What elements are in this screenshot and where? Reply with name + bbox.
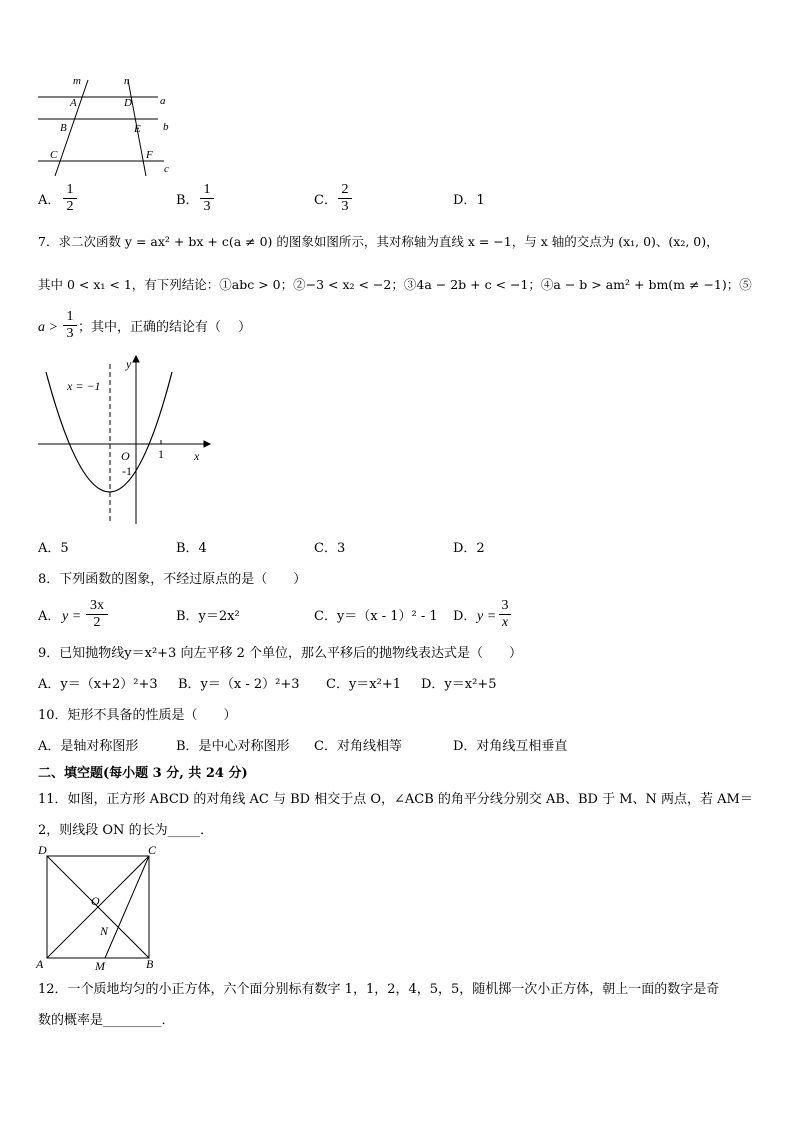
label-D: D: [124, 97, 132, 109]
label-m: m: [73, 75, 81, 87]
q6-option-b-fraction: [200, 182, 214, 215]
tick-label-1: 1: [158, 447, 164, 461]
denominator: 3: [338, 198, 352, 215]
q8-option-d-prefix: D．: [453, 609, 477, 624]
q11-line2: 2，则线段 ON 的长为_____．: [38, 823, 214, 838]
q7-line3-prefix: a >: [38, 320, 58, 335]
label-D: D: [38, 843, 47, 857]
q7-option-c: C．3: [314, 541, 346, 556]
numerator: 1: [203, 182, 211, 197]
q6-option-b-prefix: B．: [176, 193, 199, 208]
q10-option-c: C．对角线相等: [314, 739, 402, 754]
q6-option-d-prefix: D．: [453, 193, 477, 208]
q6-option-c: [314, 193, 337, 209]
numerator: 1: [66, 182, 74, 197]
label-c: c: [164, 163, 169, 175]
q8-option-b: B．y＝2x²: [176, 609, 240, 624]
q8-option-a-fraction: [86, 598, 108, 631]
q6-option-c-fraction: [338, 182, 352, 215]
label-B: B: [60, 122, 67, 134]
label-b: b: [163, 121, 169, 133]
q8-option-a-lhs: y =: [62, 609, 82, 624]
q9-option-d: D．y＝x²+5: [421, 677, 497, 692]
label-C: C: [50, 149, 58, 161]
q7-line1: 7．求二次函数 y = ax² + bx + c(a ≠ 0) 的图象如图所示，其对称轴为直线 x = −1，与 x 轴的交点为 (x₁, 0)、(x₂, 0)，: [38, 234, 719, 249]
denominator: x: [499, 614, 511, 631]
q10-option-a: A．是轴对称图形: [38, 739, 139, 754]
label-O: O: [91, 894, 100, 908]
label-A: A: [36, 957, 44, 971]
q7-option-d: D．2: [453, 541, 485, 556]
q9-option-a: A．y＝（x+2）²+3: [38, 677, 158, 692]
label-C: C: [148, 843, 157, 857]
q10-option-d: D．对角线互相垂直: [453, 739, 568, 754]
parabola-curve: [46, 372, 172, 492]
section-heading: 二、填空题(每小题 3 分, 共 24 分): [38, 766, 248, 781]
x-axis-label: x: [194, 449, 200, 463]
q7-line3-fraction: [63, 309, 77, 342]
label-E: E: [134, 123, 141, 135]
q6-option-a-prefix: A．: [38, 193, 61, 208]
label-A: A: [70, 97, 77, 109]
parallel-lines-figure: [30, 70, 190, 180]
denominator: 2: [86, 614, 108, 631]
x-axis-arrow: [204, 441, 210, 447]
label-n: n: [124, 75, 130, 87]
q12-line2: 数的概率是_________．: [38, 1013, 175, 1028]
q8-stem: 8．下列函数的图象，不经过原点的是（ ）: [38, 572, 307, 587]
label-M: M: [95, 959, 105, 973]
square-figure: [34, 842, 164, 974]
q7-line3-suffix: ；其中，正确的结论有（ ）: [78, 320, 252, 335]
y-axis-arrow: [133, 356, 139, 362]
numerator: 3: [501, 598, 509, 613]
q8-option-d-fraction: [499, 598, 511, 631]
q6-option-a: [38, 193, 60, 209]
numerator: 2: [341, 182, 349, 197]
label-N: N: [100, 924, 109, 938]
q8-option-d-lhs: y =: [477, 609, 497, 624]
label-a: a: [160, 95, 166, 107]
numerator: 1: [66, 309, 74, 324]
y-axis-label: y: [126, 357, 132, 371]
label-F: F: [146, 149, 153, 161]
q11-line1: 11．如图，正方形 ABCD 的对角线 AC 与 BD 相交于点 O，∠ACB 的角平分线分别交 AB、BD 于 M、N 两点，若 AM＝: [38, 792, 753, 807]
numerator: 3x: [90, 598, 104, 613]
q7-line2: 其中 0 < x₁ < 1，有下列结论：①abc > 0；②−3 < x₂ < −2；③4a − 2b + c < −1；④a − b > am² + bm(m ≠ −1)；⑤: [38, 277, 752, 292]
symmetry-label: x = −1: [67, 379, 101, 393]
q9-option-b: B．y＝（x - 2）²+3: [178, 677, 300, 692]
tick-label-neg1: -1: [122, 464, 132, 478]
denominator: 2: [63, 198, 77, 215]
bisector-cm: [105, 856, 149, 958]
q8-option-c: C．y＝（x - 1）² - 1: [314, 609, 438, 624]
q10-stem: 10．矩形不具备的性质是（ ）: [38, 708, 237, 723]
q6-option-b: [176, 193, 199, 209]
q9-option-c: C．y＝x²+1: [326, 677, 401, 692]
q6-option-d-value: 1: [476, 193, 485, 208]
q9-stem: 9．已知抛物线y＝x²+3 向左平移 2 个单位，那么平移后的抛物线表达式是（ ）: [38, 646, 522, 661]
q6-option-d: [453, 193, 485, 209]
q7-option-a: A．5: [38, 541, 69, 556]
denominator: 3: [63, 325, 77, 342]
denominator: 3: [200, 198, 214, 215]
q7-option-b: B．4: [176, 541, 207, 556]
label-B: B: [146, 957, 154, 971]
parabola-figure: [34, 352, 214, 532]
origin-label: O: [121, 449, 130, 463]
q6-option-c-prefix: C．: [314, 193, 337, 208]
q10-option-b: B．是中心对称图形: [176, 739, 290, 754]
q12-line1: 12．一个质地均匀的小正方体，六个面分别标有数字 1，1，2，4，5，5，随机掷一次小正方体，朝上一面的数字是奇: [38, 982, 720, 997]
q6-option-a-fraction: [63, 182, 77, 215]
q8-option-a-prefix: A．: [38, 609, 61, 624]
